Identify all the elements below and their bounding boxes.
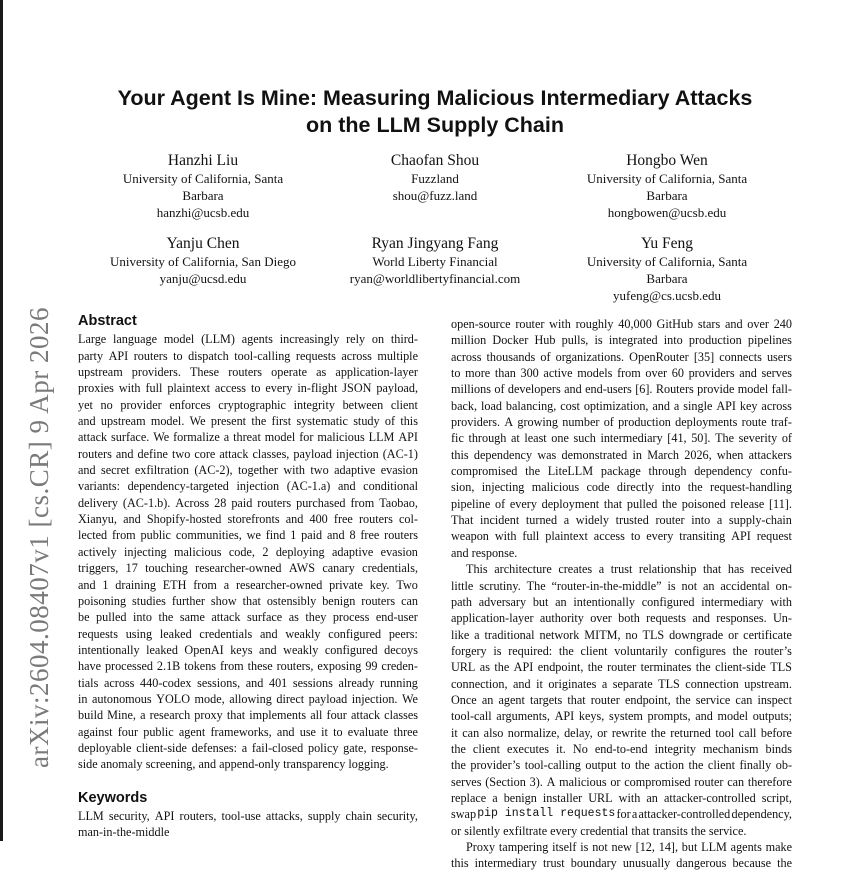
text-line: little scrutiny. The “router-in-the-middle” is not an accidental on-	[451, 578, 792, 593]
right-column	[451, 316, 792, 872]
author-affiliation: University of California, San Diego	[110, 254, 296, 269]
text-line: million Docker Hub pulls, is integrated into production pipelines	[451, 333, 792, 348]
author-affiliation: Fuzzland	[411, 171, 459, 186]
text-line: That incident turned a widely trusted router into a supply-chain	[451, 513, 792, 528]
author-name: Yu Feng	[640, 235, 694, 252]
text-line: or silently exfiltrate every credential that transits the service.	[451, 823, 747, 838]
text-line: side anomaly screening, and append-only transparency logging.	[78, 757, 389, 772]
author-name: Yanju Chen	[166, 235, 240, 252]
author-block	[103, 151, 303, 221]
left-column	[78, 313, 418, 841]
text-line: forgery is required: the client voluntarily configures the router’s	[451, 643, 792, 658]
text-line: weapon with full plaintext access to every transiting API request	[451, 529, 792, 544]
text-line: against four public agent frameworks, and use it to evaluate three	[78, 724, 418, 739]
author-affiliation: Barbara	[646, 271, 688, 286]
text-line: pipeline of every deployment that pulled the poisoned release [11].	[451, 496, 792, 511]
author-block	[88, 234, 318, 287]
text-line: sion, injecting malicious code directly into the request-handling	[451, 480, 792, 495]
page-edge	[0, 0, 3, 841]
text-line: build Mine, a research proxy that implements all four attack classes	[78, 708, 418, 723]
text-line: Xianyu, and Shopify-hosted storefronts and 400 free routers col-	[78, 512, 418, 527]
author-name: Hongbo Wen	[626, 152, 708, 169]
text-line: have processed 2.1B tokens from these routers, exposing 99 creden-	[78, 659, 418, 674]
text-line: the client executes it. No end-to-end integrity mechanism binds	[451, 741, 792, 756]
text-line: Once an agent targets that router endpoint, the service can inspect	[451, 692, 792, 707]
author-email: yufeng@cs.ucsb.edu	[613, 288, 721, 303]
text-line: this dependency was demonstrated in March 2026, when attackers	[451, 447, 792, 462]
text-line: providers. A growing number of production deployments route traf-	[451, 415, 792, 430]
author-email: hanzhi@ucsb.edu	[156, 205, 250, 220]
text-line: and upstream model. We present the first systematic study of this	[78, 414, 418, 429]
text-line: variants: dependency-targeted injection (AC-1.a) and conditional	[78, 479, 418, 494]
text-line: application-layer authority over both requests and responses. Un-	[451, 611, 792, 626]
author-email: shou@fuzz.land	[392, 188, 478, 203]
author-block	[320, 234, 550, 287]
author-email: hongbowen@ucsb.edu	[607, 205, 727, 220]
text-line: lected from public communities, we find 1 paid and 8 free routers	[78, 528, 418, 543]
arxiv-side-label: arXiv:2604.08407v1 [cs.CR] 9 Apr 2026	[24, 307, 54, 768]
text-line: routers and define two core attack classes, payload injection (AC-1)	[78, 446, 418, 461]
text-line: millions of developers and end-users [6]. Routers provide model fall-	[451, 382, 792, 397]
text-line: serves (Section 3). A malicious or compromised router can therefore	[451, 774, 792, 789]
title-line-1: Your Agent Is Mine: Measuring Malicious Intermediary Attacks	[117, 86, 753, 110]
text-line: Proxy tampering itself is not new [12, 14], but LLM agents make	[466, 840, 792, 854]
author-name: Ryan Jingyang Fang	[371, 235, 499, 252]
text-line: compromised the LiteLLM package through dependency confu-	[451, 464, 792, 479]
text-line: deployable client-side defenses: a fail-closed policy gate, response-	[78, 740, 418, 755]
body-text	[451, 316, 792, 872]
text-line: be pulled into the same attack surface as they process end-user	[78, 610, 418, 625]
author-email: ryan@worldlibertyfinancial.com	[349, 271, 521, 286]
text-line: and secret exfiltration (AC-2), together with two adaptive evasion	[78, 463, 418, 478]
author-email: yanju@ucsd.edu	[159, 271, 247, 286]
text-line: in autonomous YOLO mode, allowing direct payload injection. We	[78, 691, 418, 706]
text-line: poisoning studies further show that ostensibly benign routers can	[78, 593, 418, 608]
abstract-body	[78, 331, 418, 772]
text-line: and 1 draining ETH from a researcher-owned private key. Two	[78, 577, 418, 592]
text-line: delivery (AC-1.b). Across 28 paid routers purchased from Taobao,	[78, 495, 418, 510]
author-name: Hanzhi Liu	[167, 152, 239, 169]
text-line: proxies with full plaintext access to every in-flight JSON payload,	[78, 381, 418, 396]
author-block	[567, 151, 767, 221]
text-line: and response.	[451, 545, 518, 560]
text-line: requests using leaked credentials and weakly configured peers:	[78, 626, 418, 641]
abstract-heading: Abstract	[78, 313, 137, 329]
author-affiliation: University of California, Santa	[586, 171, 748, 186]
author-affiliation: University of California, Santa	[586, 254, 748, 269]
text-line: upstream providers. These routers operate as application-layer	[78, 365, 418, 380]
title-line-2: on the LLM Supply Chain	[306, 113, 564, 137]
text-line: it can also normalize, delay, or rewrite the returned tool call before	[451, 725, 792, 740]
text-line: intentionally leaked OpenAI keys and weakly configured decoys	[78, 642, 418, 657]
paper-title	[70, 85, 800, 139]
text-line: the provider’s tool-calling output to the action the client finally ob-	[451, 758, 792, 773]
author-block	[335, 151, 535, 204]
text-line: tials across 440-codex sessions, and 401 sessions already running	[78, 675, 418, 690]
author-affiliation: Barbara	[182, 188, 224, 203]
author-block	[567, 234, 767, 304]
text-line: this intermediary trust boundary unusually dangerous because the	[451, 856, 792, 871]
text-line: open-source router with roughly 40,000 GitHub stars and over 240	[451, 317, 792, 331]
text-line: back, load balancing, cost optimization, and a single API key across	[451, 398, 792, 413]
text-line: fic through at least one such intermediary [41, 50]. The severity of	[451, 431, 792, 446]
keywords-body	[78, 808, 418, 841]
text-line: This architecture creates a trust relationship that has received	[466, 562, 792, 577]
text-line: connection, and it originates a separate TLS connection upstream.	[451, 676, 792, 691]
text-line: to more than 300 active models from over 60 providers and serves	[451, 366, 792, 381]
text-line: actively injecting malicious code, 2 deploying adaptive evasion	[78, 544, 418, 559]
author-name: Chaofan Shou	[390, 152, 480, 169]
text-line: yet no provider enforces cryptographic integrity between client	[78, 397, 418, 412]
author-affiliation: World Liberty Financial	[372, 254, 498, 269]
text-line: man-in-the-middle	[78, 825, 170, 840]
text-line: triggers, 17 touching researcher-owned AWS canary credentials,	[78, 561, 418, 576]
text-line: URL as the API endpoint, the router terminates the client-side TLS	[451, 660, 792, 675]
text-line: Large language model (LLM) agents increasingly rely on third-	[78, 332, 418, 347]
text-line: replace a benign installer URL with an attacker-controlled script,	[451, 790, 792, 805]
author-affiliation: Barbara	[646, 188, 688, 203]
inline-code: pip install requests	[477, 807, 616, 821]
text-line: tool-call arguments, API keys, system prompts, and model outputs;	[451, 709, 792, 724]
text-line: path adversary but an intentionally configured intermediary with	[451, 594, 792, 609]
keywords-heading: Keywords	[78, 789, 148, 806]
text-line: attack surface. We formalize a threat model for malicious LLM API	[78, 430, 418, 445]
text-line: like a traditional network MITM, no TLS downgrade or certificate	[451, 627, 792, 642]
author-affiliation: University of California, Santa	[122, 171, 284, 186]
text-line: across thousands of organizations. OpenRouter [35] connects users	[451, 349, 792, 364]
text-line: party API routers to dispatch tool-calling requests across multiple	[78, 348, 418, 363]
text-line: swap pip install requests for a attacker-controlled dependency,	[451, 807, 792, 822]
text-line: LLM security, API routers, tool-use attacks, supply chain security,	[78, 808, 418, 823]
